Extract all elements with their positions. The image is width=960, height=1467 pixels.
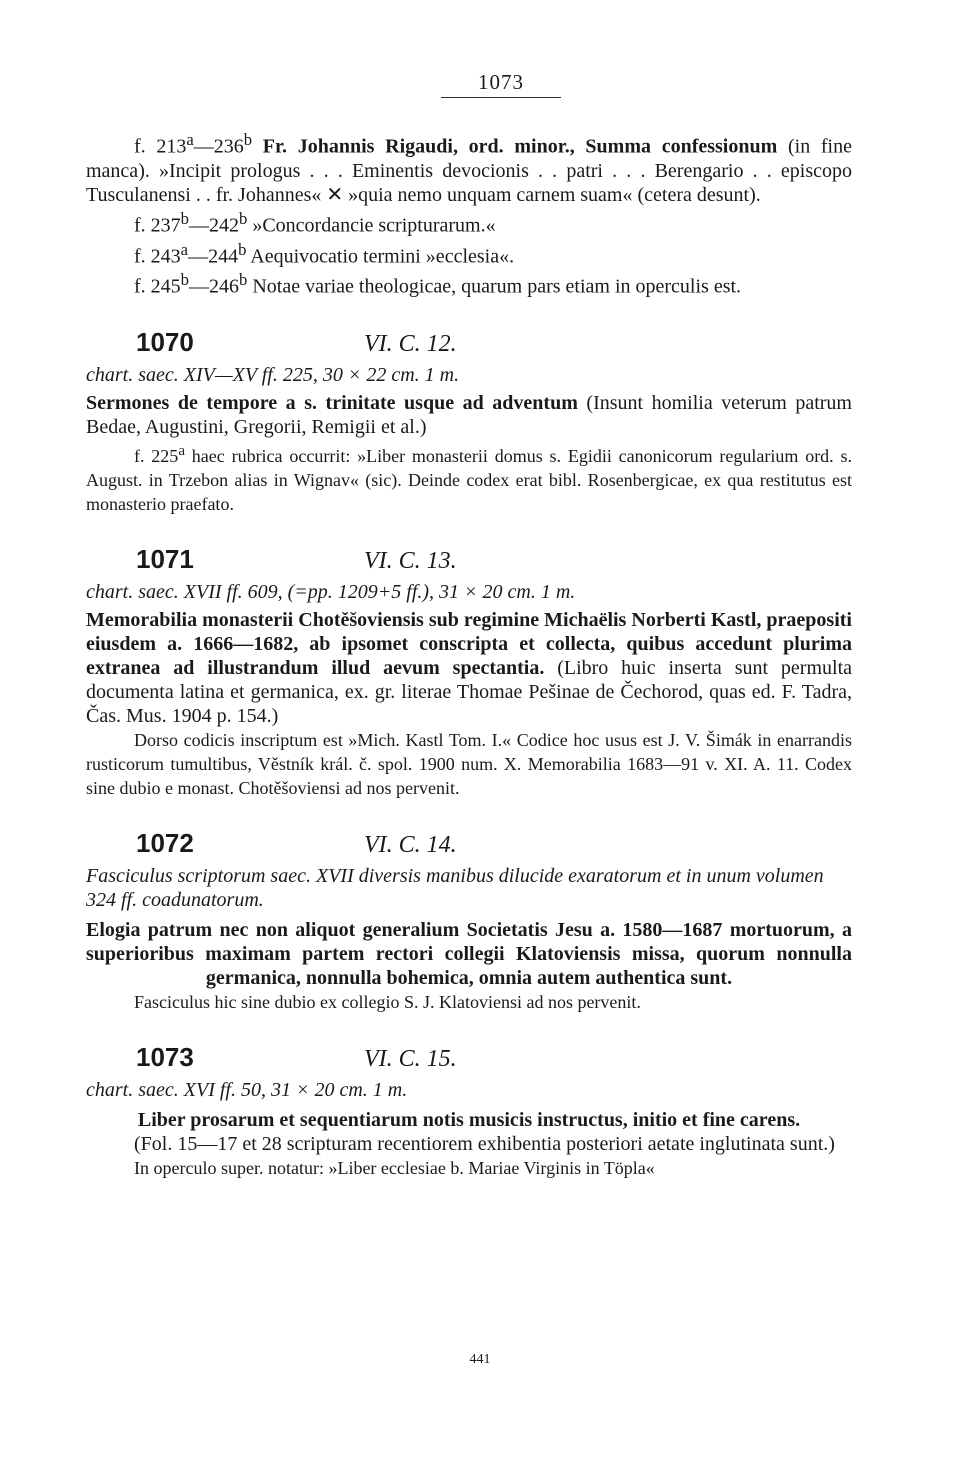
entry-number: 1071: [136, 543, 194, 574]
shelf-mark: VI. C. 12.: [364, 330, 457, 357]
shelf-mark: VI. C. 15.: [364, 1045, 457, 1072]
physical-description: chart. saec. XIV—XV ff. 225, 30 × 22 cm. 1 m.: [86, 363, 460, 386]
entry-note: Dorso codicis inscriptum est »Mich. Kastl Tom. I.« Codice hoc usus est J. V. Šimák in enarrandis rusticorum tumultibus, Věstník král. č. spol. 1900 num. X. Memorabilia 1683—91 v. XI. A. 11. Codex sine dubio e monast. Chotěšoviensi ad nos pervenit.: [86, 729, 852, 798]
folio-ref: —242: [189, 214, 239, 237]
folio-sup: b: [180, 208, 189, 228]
entry-number: 1070: [136, 326, 194, 357]
folio-sup: b: [238, 239, 247, 259]
folio-sup: b: [180, 270, 189, 290]
entry-heading: [86, 828, 852, 860]
page-number: 441: [469, 1352, 491, 1367]
entry-number: 1073: [136, 1041, 194, 1072]
entry-heading: [86, 327, 852, 359]
prev-entry-para-1: [86, 128, 852, 207]
physical-description: chart. saec. XVI ff. 50, 31 × 20 cm. 1 m.: [86, 1078, 408, 1101]
shelf-mark: VI. C. 13.: [364, 547, 457, 574]
entry-title-rest: (Insunt homilia veterum patrum Bedae, Augustini, Gregorii, Remigii et al.): [86, 391, 852, 438]
folio-sup: b: [239, 270, 248, 290]
physical-description: Fasciculus scriptorum saec. XVII diversis manibus dilucide exaratorum et in unum volumen 324 ff. coadunatorum.: [86, 864, 824, 911]
entry-title-para: [86, 391, 852, 439]
folio-ref: f. 243: [134, 245, 181, 268]
entry-title: Liber prosarum et sequentiarum notis musicis instructus, initio et fine carens.: [137, 1108, 801, 1131]
prev-entry-para-4: [86, 268, 852, 299]
entry-heading: [86, 1042, 852, 1074]
folio-ref: —244: [188, 245, 239, 268]
folio-sup: b: [239, 208, 248, 228]
entry-para: (Fol. 15—17 et 28 scripturam recentiorem exhibentia posteriori aetate inglutinata sunt.): [134, 1132, 835, 1155]
folio-ref: —246: [189, 275, 239, 298]
folio-ref: f. 225: [134, 445, 179, 466]
folio-ref: f. 245: [134, 275, 181, 298]
entry-number: 1072: [136, 827, 194, 858]
entry-title: Sermones de tempore a s. trinitate usque ad adventum: [86, 391, 578, 414]
work-text: »Concordancie scripturarum.«: [247, 214, 496, 237]
prev-entry-para-3: [86, 238, 852, 269]
folio-ref: f. 213: [134, 135, 187, 158]
shelf-mark: VI. C. 14.: [364, 831, 457, 858]
folio-sup: b: [243, 130, 253, 150]
entry-title: Memorabilia monasterii Chotěšoviensis sub regimine Michaëlis Norberti Kastl, praepositi eiusdem a. 1666—1682, ab ipsomet conscripta et collecta, quibus accedunt plurima extranea ad illustrandum illud aevum spectantia.: [86, 608, 852, 679]
entry-note: [86, 439, 852, 516]
work-text: Aequivocatio termini »ecclesia«.: [246, 245, 515, 268]
note-text: haec rubrica occurrit: »Liber monasterii domus s. Egidii canonicorum regularium ord. s. August. in Trzebon alias in Wignav« (sic). Deinde codex erat bibl. Rosenbergicae, ex qua restitutus est monasterio praefato.: [86, 445, 852, 514]
page-body: [86, 70, 852, 1180]
folio-ref: f. 237: [134, 214, 181, 237]
entry-heading: [86, 544, 852, 576]
entry-note: Fasciculus hic sine dubio ex collegio S. J. Klatoviensi ad nos pervenit.: [134, 991, 641, 1012]
folio-sup: a: [180, 239, 189, 259]
prev-entry-para-2: [86, 207, 852, 238]
folio-ref: —236: [193, 135, 244, 158]
running-head: 1073: [441, 70, 561, 98]
physical-description: chart. saec. XVII ff. 609, (=pp. 1209+5 ff.), 31 × 20 cm. 1 m.: [86, 580, 576, 603]
entry-title: Elogia patrum nec non aliquot generalium Societatis Jesu a. 1580—1687 mortuorum, a superioribus maximam partem rectori collegii Klatoviensis missa, quorum nonnulla germanica, nonnulla bohemica, omnia autem authentica sunt.: [86, 918, 852, 989]
entry-title-para: [86, 608, 852, 728]
entry-note: In operculo super. notatur: »Liber ecclesiae b. Mariae Virginis in Töpla«: [134, 1157, 655, 1178]
work-text: (in fine manca). »Incipit prologus . . . Eminentis devocionis . . patri . . . Berengario . . episcopo Tusculanensi . . fr. Johannes« ✕ »quia nemo unquam carnem suam« (cetera desunt).: [86, 135, 852, 206]
entry-title-rest: (Libro huic inserta sunt permulta documenta latina et germanica, ex. gr. literae Thomae Pešinae de Čechorod, quas ed. F. Tadra, Čas. Mus. 1904 p. 154.): [86, 656, 852, 727]
folio-sup: a: [178, 442, 185, 459]
work-text: Notae variae theologicae, quarum pars etiam in operculis est.: [247, 275, 742, 298]
work-title: Fr. Johannis Rigaudi, ord. minor., Summa confessionum: [252, 135, 778, 158]
folio-sup: a: [186, 130, 194, 150]
